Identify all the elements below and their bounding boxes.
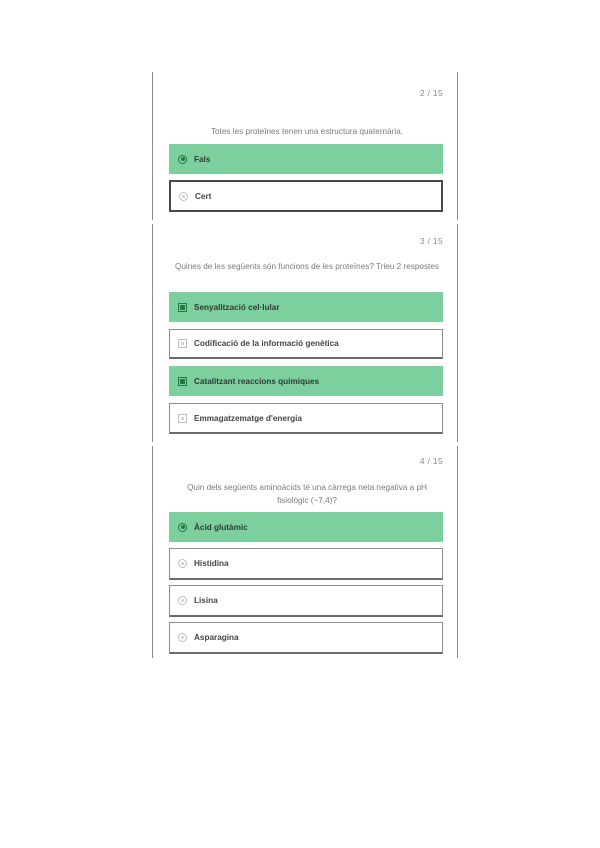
checkbox-checked-icon: [178, 377, 187, 386]
answer-label: Asparagina: [194, 633, 239, 642]
radio-icon: [179, 192, 188, 201]
answer-option-emmagatzematge[interactable]: [169, 403, 443, 434]
radio-icon: [178, 596, 187, 605]
answer-label: Codificació de la informació genètica: [194, 339, 339, 348]
question-card-3: [152, 224, 458, 442]
radio-icon: [178, 559, 187, 568]
radio-selected-icon: [178, 155, 187, 164]
answer-option-fals[interactable]: [169, 144, 443, 174]
answer-label: Catalitzant reaccions químiques: [194, 376, 320, 386]
answer-option-asparagina[interactable]: [169, 622, 443, 654]
answer-option-histidina[interactable]: [169, 548, 443, 580]
answer-option-codificacio[interactable]: [169, 329, 443, 359]
question-text: Quin dels següents aminoàcids té una càrrega neta negativa a pH fisiològic (~7,4)?: [187, 483, 427, 505]
radio-selected-icon: [178, 523, 187, 532]
checkbox-checked-icon: [178, 303, 187, 312]
answer-label: Àcid glutàmic: [194, 522, 248, 532]
answer-option-senyalitzacio[interactable]: [169, 292, 443, 322]
question-text: Totes les proteïnes tenen una estructura quaternària.: [210, 127, 404, 136]
answer-label: Senyalització cel·lular: [194, 302, 280, 312]
question-text: Quines de les següents són funcions de les proteïnes? Trieu 2 respostes: [175, 262, 439, 271]
question-counter: 2 / 15: [419, 88, 443, 98]
question-counter: 3 / 15: [419, 236, 443, 246]
answer-label: Lisina: [194, 596, 218, 605]
checkbox-icon: [178, 339, 187, 348]
answer-option-catalitzant[interactable]: [169, 366, 443, 396]
question-counter: 4 / 15: [419, 456, 443, 466]
answer-label: Emmagatzematge d'energia: [194, 413, 302, 423]
answer-option-lisina[interactable]: [169, 585, 443, 617]
checkbox-icon: [178, 414, 187, 423]
answer-option-acid-glutamic[interactable]: [169, 512, 443, 542]
radio-icon: [178, 633, 187, 642]
question-card-2: [152, 72, 458, 220]
answer-option-cert[interactable]: [169, 180, 443, 212]
answer-label: Cert: [195, 191, 212, 201]
answer-label: Histidina: [194, 559, 229, 568]
question-card-4: [152, 446, 458, 658]
answer-label: Fals: [194, 154, 211, 164]
